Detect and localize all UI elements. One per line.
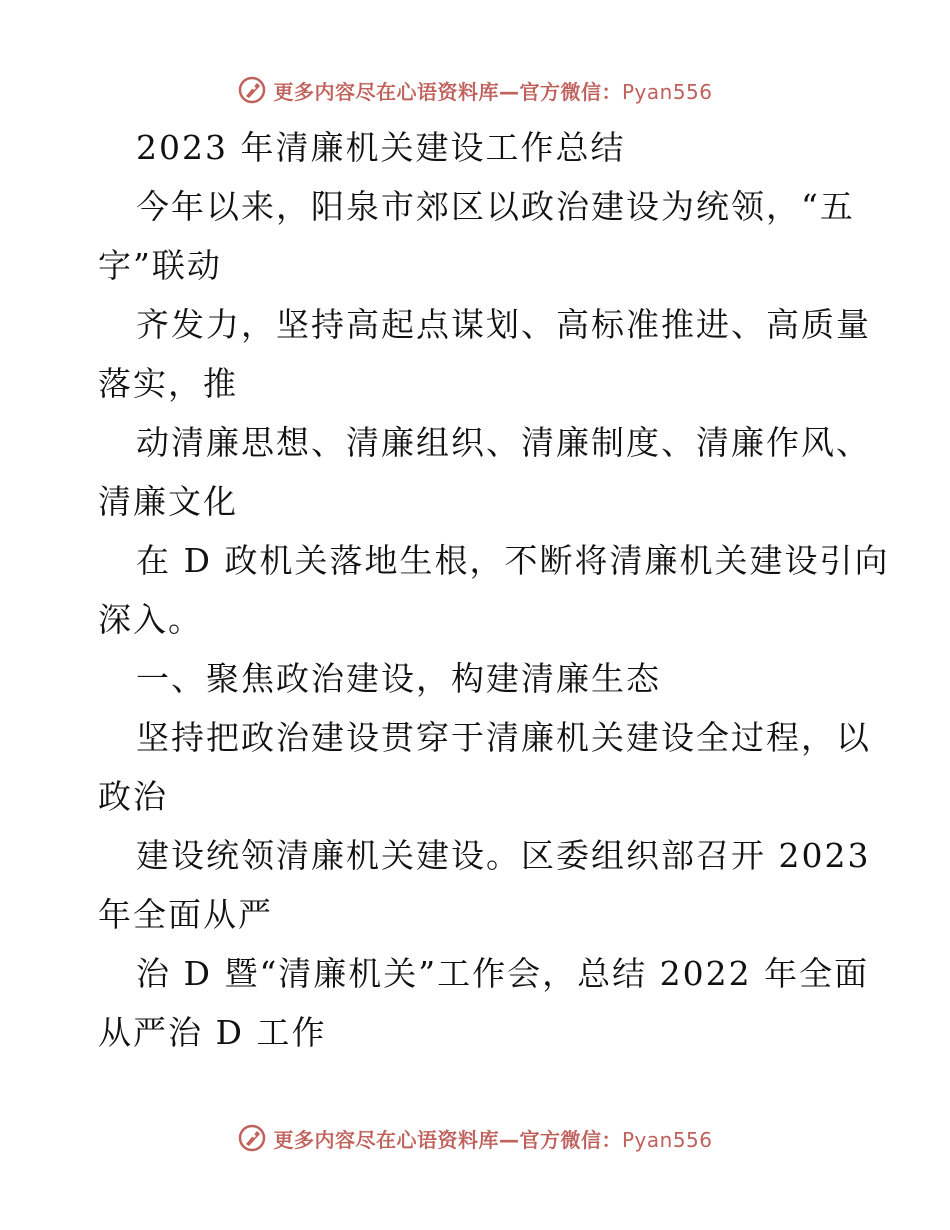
text-line: 字”联动 — [98, 246, 222, 285]
text-line: 深入。 — [98, 600, 203, 639]
text-line: 齐发力，坚持高起点谋划、高标准推进、高质量 — [136, 305, 871, 344]
text-line: 清廉文化 — [98, 482, 238, 521]
footer-watermark — [0, 1118, 950, 1158]
text-line: 坚持把政治建设贯穿于清廉机关建设全过程，以 — [136, 718, 871, 757]
watermark-wechat-id: Pyan556 — [621, 1127, 713, 1152]
text-line: 2023 年清廉机关建设工作总结 — [136, 128, 626, 167]
watermark-text — [273, 1124, 712, 1153]
text-line: 年全面从严 — [98, 895, 273, 934]
text-line: 动清廉思想、清廉组织、清廉制度、清廉作风、 — [136, 423, 871, 462]
text-line: 在 D 政机关落地生根，不断将清廉机关建设引向 — [136, 541, 890, 580]
watermark-label: 更多内容尽在心语资料库—官方微信： — [273, 1127, 622, 1152]
text-line: 治 D 暨“清廉机关”工作会，总结 2022 年全面 — [136, 954, 870, 993]
pen-nib-logo-icon — [237, 75, 267, 105]
text-line: 从严治 D 工作 — [98, 1013, 327, 1052]
watermark-wechat-id: Pyan556 — [621, 79, 713, 104]
text-line: 建设统领清廉机关建设。区委组织部召开 2023 — [136, 836, 871, 875]
text-line: 今年以来，阳泉市郊区以政治建设为统领，“五 — [136, 187, 855, 226]
text-line: 一、聚焦政治建设，构建清廉生态 — [136, 659, 661, 698]
watermark-text — [273, 76, 712, 105]
document-body — [98, 118, 890, 1062]
header-watermark — [0, 70, 950, 110]
text-line: 落实，推 — [98, 364, 238, 403]
pen-nib-logo-icon — [237, 1123, 267, 1153]
watermark-label: 更多内容尽在心语资料库—官方微信： — [273, 79, 622, 104]
text-line: 政治 — [98, 777, 168, 816]
